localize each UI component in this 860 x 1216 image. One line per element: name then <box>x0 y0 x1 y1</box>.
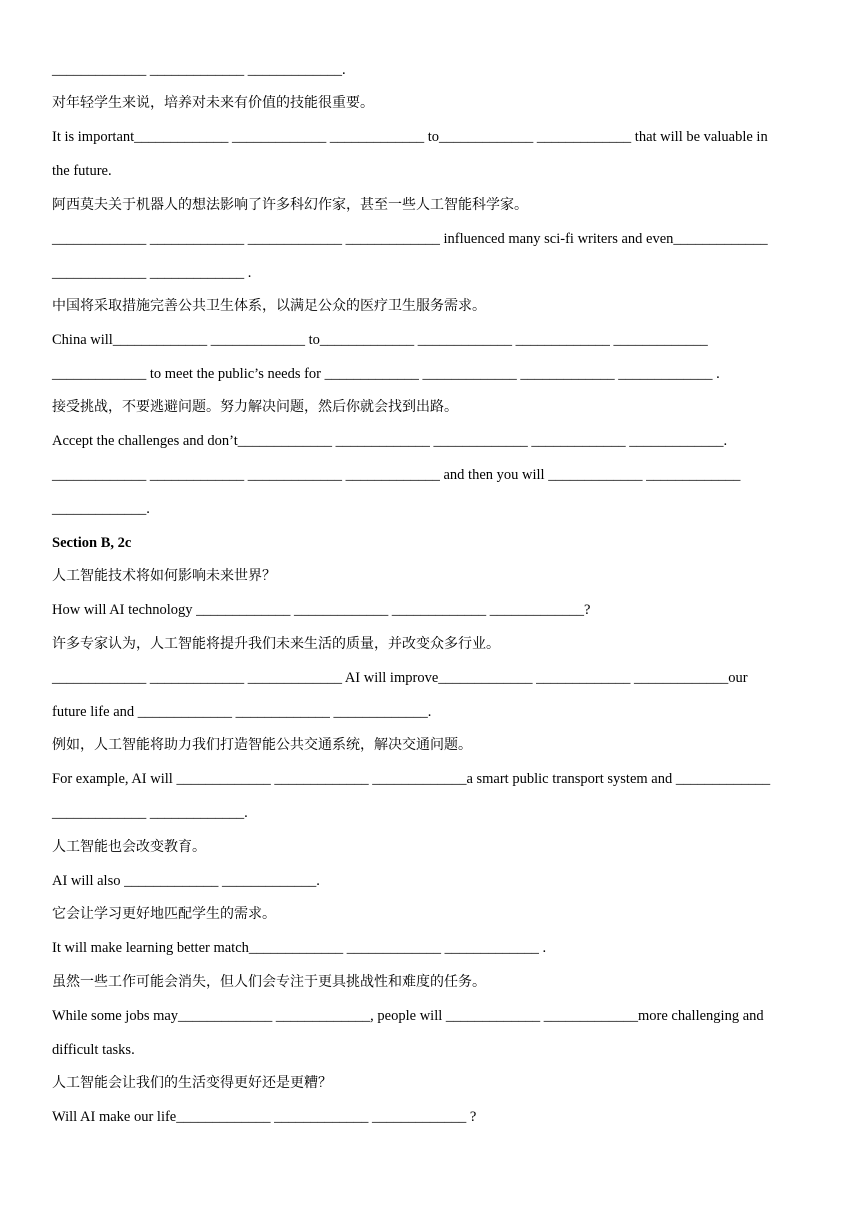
fill-line-4: _____________ _____________ . <box>52 265 252 281</box>
chinese-prompt-7: 例如，人工智能将助力我们打造智能公共交通系统，解决交通问题。 <box>52 737 472 753</box>
chinese-prompt-9: 它会让学习更好地匹配学生的需求。 <box>52 906 276 922</box>
chinese-prompt-3: 中国将采取措施完善公共卫生体系，以满足公众的医疗卫生服务需求。 <box>52 298 486 314</box>
fill-line-2: It is important_____________ _____________ _____________ to_____________ _____________ that will be valuable in <box>52 129 768 145</box>
section-heading: Section B, 2c <box>52 535 132 551</box>
fill-line-10: How will AI technology _____________ _____________ _____________ _____________? <box>52 602 591 618</box>
chinese-prompt-10: 虽然一些工作可能会消失，但人们会专注于更具挑战性和难度的任务。 <box>52 974 486 990</box>
fill-line-14: _____________ _____________. <box>52 805 248 821</box>
fill-line-7: Accept the challenges and don’t_____________ _____________ _____________ _____________ _____________. <box>52 433 728 449</box>
fill-line-13: For example, AI will _____________ _____________ _____________a smart public transport system and _____________ <box>52 771 771 787</box>
chinese-prompt-11: 人工智能会让我们的生活变得更好还是更糟？ <box>52 1075 332 1091</box>
fill-line-8: _____________ _____________ _____________ _____________ and then you will _____________ _____________ <box>52 467 741 483</box>
chinese-prompt-8: 人工智能也会改变教育。 <box>52 839 206 855</box>
fill-line-17: While some jobs may_____________ _____________, people will _____________ _____________more challenging and <box>52 1008 764 1024</box>
chinese-prompt-2: 阿西莫夫关于机器人的想法影响了许多科幻作家，甚至一些人工智能科学家。 <box>52 197 528 213</box>
chinese-prompt-6: 许多专家认为，人工智能将提升我们未来生活的质量，并改变众多行业。 <box>52 636 500 652</box>
text-line-2: difficult tasks. <box>52 1042 135 1058</box>
text-line-1: the future. <box>52 163 112 179</box>
fill-line-1: _____________ _____________ _____________. <box>52 62 346 78</box>
chinese-prompt-5: 人工智能技术将如何影响未来世界？ <box>52 568 276 584</box>
fill-line-15: AI will also _____________ _____________. <box>52 873 320 889</box>
chinese-prompt-1: 对年轻学生来说，培养对未来有价值的技能很重要。 <box>52 95 374 111</box>
chinese-prompt-4: 接受挑战，不要逃避问题。努力解决问题，然后你就会找到出路。 <box>52 399 458 415</box>
fill-line-6: _____________ to meet the public’s needs for _____________ _____________ _____________ _____________ . <box>52 366 720 382</box>
fill-line-18: Will AI make our life_____________ _____________ _____________ ? <box>52 1109 477 1125</box>
fill-line-12: future life and _____________ _____________ _____________. <box>52 704 432 720</box>
fill-line-9: _____________. <box>52 501 150 517</box>
fill-line-3: _____________ _____________ _____________ _____________ influenced many sci-fi writers and even_____________ <box>52 231 768 247</box>
fill-line-16: It will make learning better match_____________ _____________ _____________ . <box>52 940 547 956</box>
fill-line-5: China will_____________ _____________ to_____________ _____________ _____________ _____________ <box>52 332 708 348</box>
fill-line-11: _____________ _____________ _____________ AI will improve_____________ _____________ _____________our <box>52 670 748 686</box>
